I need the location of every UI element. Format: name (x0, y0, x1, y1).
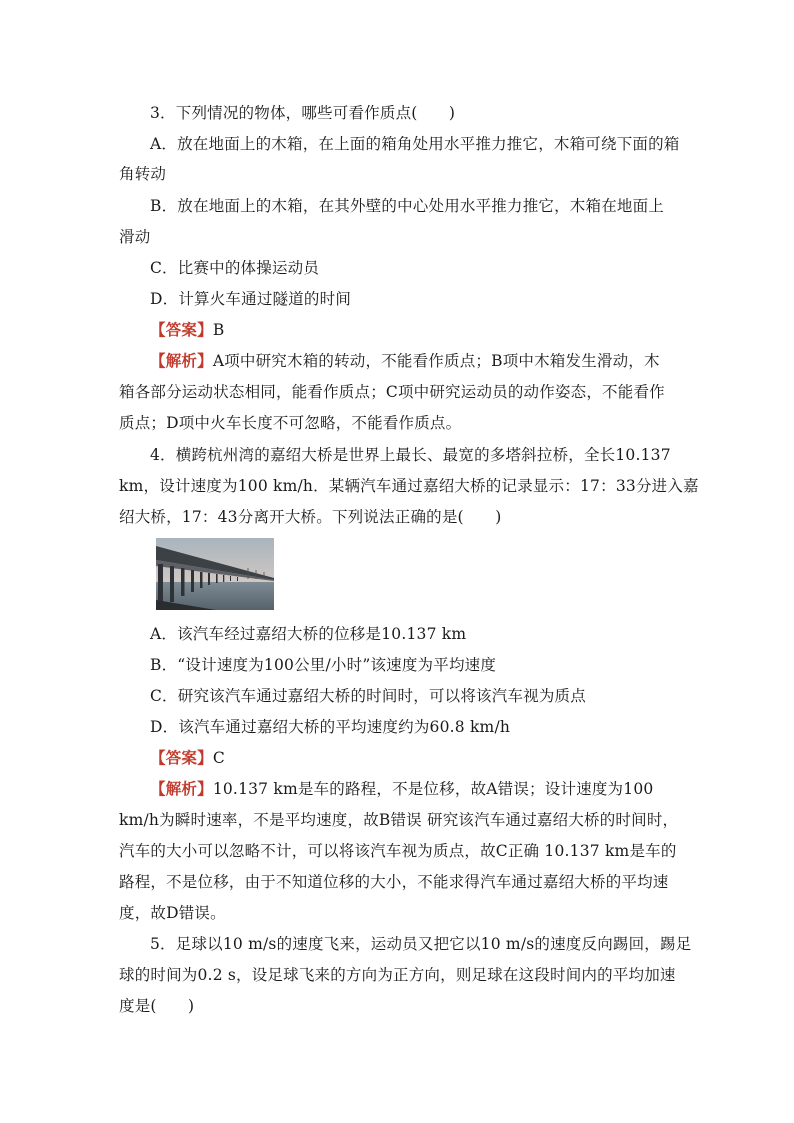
q4-stem-line2: km，设计速度为100 km/h．某辆汽车通过嘉绍大桥的记录显示：17：33分进入嘉 (119, 477, 699, 495)
q4-stem-line1: 4．横跨杭州湾的嘉绍大桥是世界上最长、最宽的多塔斜拉桥，全长10.137 (150, 446, 671, 464)
analysis-tag: 【解析】 (150, 351, 213, 370)
q3-option-d: D．计算火车通过隧道的时间 (150, 290, 352, 308)
bridge-photo-illustration (156, 538, 274, 610)
analysis-text: 10.137 km是车的路程，不是位移，故A错误；设计速度为100 (212, 780, 654, 798)
analysis-tag: 【解析】 (150, 779, 213, 798)
q4-answer (150, 748, 710, 768)
q3-stem: 3．下列情况的物体，哪些可看作质点( ) (150, 104, 456, 122)
answer-value: C (212, 749, 225, 767)
q4-option-c: C．研究该汽车通过嘉绍大桥的时间时，可以将该汽车视为质点 (150, 687, 586, 705)
q3-analysis-line1 (150, 351, 710, 371)
q3-option-b-line2: 滑动 (119, 228, 151, 246)
q4-stem-line3: 绍大桥，17：43分离开大桥。下列说法正确的是( ) (119, 508, 502, 526)
answer-tag: 【答案】 (150, 748, 213, 767)
q5-stem-line1: 5．足球以10 m/s的速度飞来，运动员又把它以10 m/s的速度反向踢回，踢足 (150, 935, 692, 953)
answer-value: B (212, 321, 225, 339)
q4-analysis-line1 (150, 779, 710, 799)
q4-analysis-line2: km/h为瞬时速率，不是平均速度，故B错误 研究该汽车通过嘉绍大桥的时间时， (119, 811, 679, 829)
q4-option-d: D．该汽车通过嘉绍大桥的平均速度约为60.8 km/h (150, 718, 511, 736)
q4-option-b: B．“设计速度为100公里/小时”该速度为平均速度 (150, 656, 497, 674)
bridge-photo (156, 538, 274, 610)
q4-analysis-line5: 度，故D错误。 (119, 904, 226, 922)
q3-option-c: C．比赛中的体操运动员 (150, 259, 320, 277)
q4-analysis-line3: 汽车的大小可以忽略不计，可以将该汽车视为质点，故C正确 10.137 km是车的 (119, 842, 677, 860)
q3-option-a-line1: A．放在地面上的木箱，在上面的箱角处用水平推力推它，木箱可绕下面的箱 (150, 135, 680, 153)
q3-analysis-line2: 箱各部分运动状态相同，能看作质点；C项中研究运动员的动作姿态，不能看作 (119, 383, 665, 401)
analysis-text: A项中研究木箱的转动，不能看作质点；B项中木箱发生滑动，木 (212, 352, 660, 370)
q4-analysis-line4: 路程，不是位移，由于不知道位移的大小，不能求得汽车通过嘉绍大桥的平均速 (119, 873, 669, 891)
q4-option-a: A．该汽车经过嘉绍大桥的位移是10.137 km (150, 625, 467, 643)
q3-option-a-line2: 角转动 (119, 165, 167, 183)
q5-stem-line3: 度是( ) (119, 997, 195, 1015)
answer-tag: 【答案】 (150, 320, 213, 339)
q3-answer (150, 320, 710, 340)
q3-analysis-line3: 质点；D项中火车长度不可忽略，不能看作质点。 (119, 414, 462, 432)
q3-option-b-line1: B．放在地面上的木箱，在其外壁的中心处用水平推力推它，木箱在地面上 (150, 197, 664, 215)
q5-stem-line2: 球的时间为0.2 s，设足球飞来的方向为正方向，则足球在这段时间内的平均加速 (119, 966, 676, 984)
